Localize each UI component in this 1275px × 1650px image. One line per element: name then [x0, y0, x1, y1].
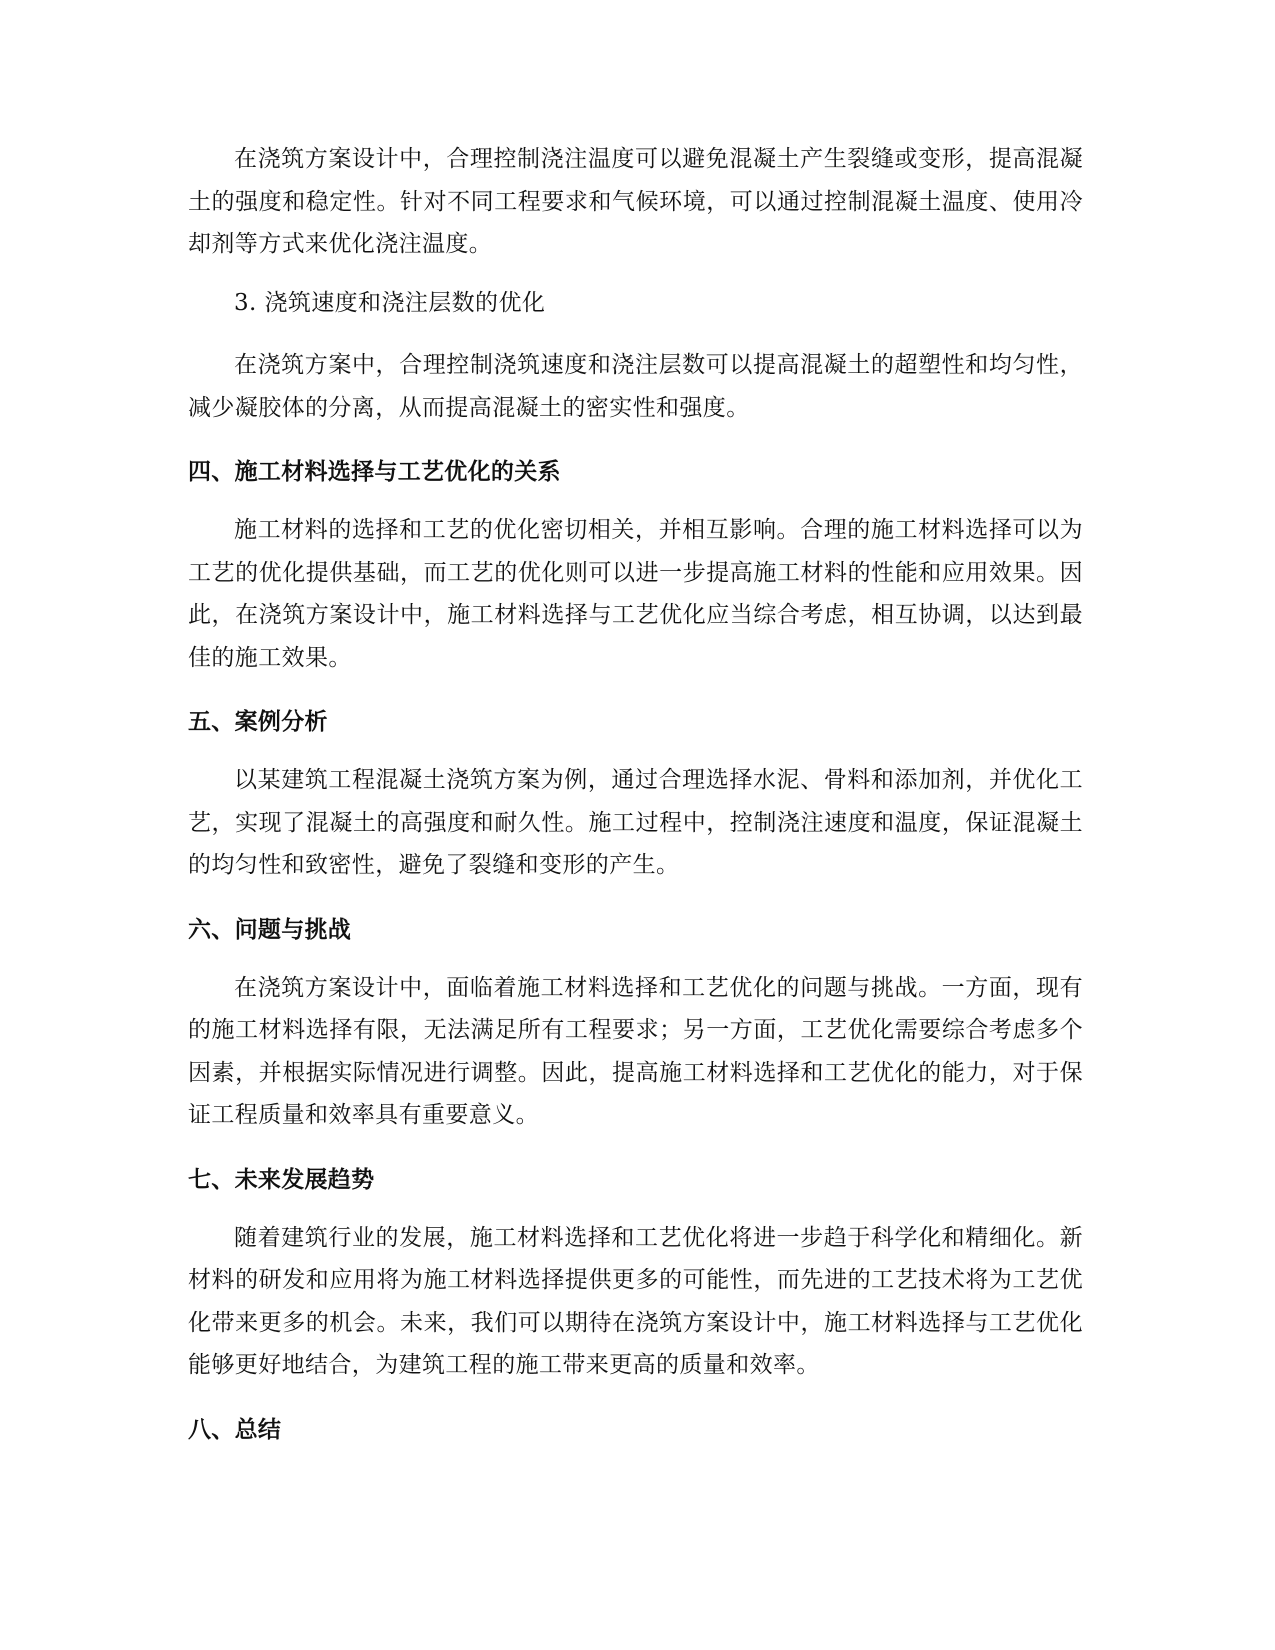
heading-summary: 八、总结 — [188, 1416, 282, 1443]
list-item-pour-speed: 3. 浇筑速度和浇注层数的优化 — [234, 289, 546, 316]
heading-future-trends: 七、未来发展趋势 — [188, 1166, 375, 1193]
paragraph-problems-challenges: 在浇筑方案设计中，面临着施工材料选择和工艺优化的问题与挑战。一方面，现有的施工材料选择有限，无法满足所有工程要求；另一方面，工艺优化需要综合考虑多个因素，并根据实际情况进行调整。因此，提高施工材料选择和工艺优化的能力，对于保证工程质量和效率具有重要意义。 — [188, 974, 1083, 1128]
paragraph-future-trends: 随着建筑行业的发展，施工材料选择和工艺优化将进一步趋于科学化和精细化。新材料的研发和应用将为施工材料选择提供更多的可能性，而先进的工艺技术将为工艺优化带来更多的机会。未来，我们可以期待在浇筑方案设计中，施工材料选择与工艺优化能够更好地结合，为建筑工程的施工带来更高的质量和效率。 — [188, 1224, 1083, 1378]
heading-problems-challenges: 六、问题与挑战 — [188, 916, 352, 943]
heading-case-study: 五、案例分析 — [188, 709, 328, 735]
heading-material-process-relation: 四、施工材料选择与工艺优化的关系 — [188, 459, 561, 485]
paragraph-case-study: 以某建筑工程混凝土浇筑方案为例，通过合理选择水泥、骨料和添加剂，并优化工艺，实现了混凝土的高强度和耐久性。施工过程中，控制浇注速度和温度，保证混凝土的均匀性和致密性，避免了裂缝和变形的产生。 — [188, 767, 1083, 878]
paragraph-pour-temperature: 在浇筑方案设计中，合理控制浇注温度可以避免混凝土产生裂缝或变形，提高混凝土的强度和稳定性。针对不同工程要求和气候环境，可以通过控制混凝土温度、使用冷却剂等方式来优化浇注温度。 — [188, 146, 1083, 257]
paragraph-pour-speed: 在浇筑方案中，合理控制浇筑速度和浇注层数可以提高混凝土的超塑性和均匀性，减少凝胶体的分离，从而提高混凝土的密实性和强度。 — [188, 352, 1083, 421]
document-body — [188, 138, 1083, 1451]
paragraph-material-process-relation: 施工材料的选择和工艺的优化密切相关，并相互影响。合理的施工材料选择可以为工艺的优化提供基础，而工艺的优化则可以进一步提高施工材料的性能和应用效果。因此，在浇筑方案设计中，施工材料选择与工艺优化应当综合考虑，相互协调，以达到最佳的施工效果。 — [188, 517, 1083, 671]
